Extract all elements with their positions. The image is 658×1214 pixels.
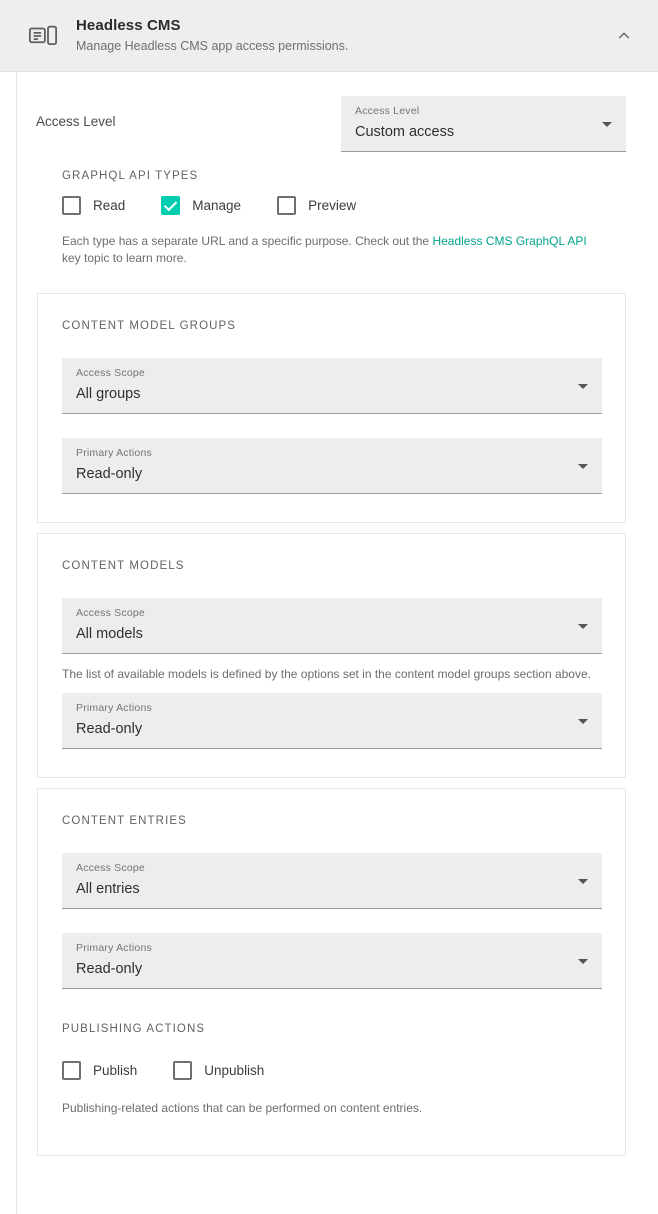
app-header bbox=[0, 0, 658, 72]
content-models-caption: CONTENT MODELS bbox=[62, 560, 185, 572]
headless-cms-icon bbox=[28, 21, 58, 51]
checkbox-publish-label: Publish bbox=[93, 1063, 138, 1078]
graphql-helper-prefix: Each type has a separate URL and a specific purpose. Check out the bbox=[62, 234, 433, 248]
checkbox-read-label: Read bbox=[93, 198, 126, 213]
checkbox-read-box[interactable] bbox=[62, 196, 81, 215]
page-subtitle: Manage Headless CMS app access permissions. bbox=[76, 39, 349, 53]
access-level-select[interactable] bbox=[341, 96, 626, 152]
chevron-down-icon bbox=[578, 879, 588, 884]
content-entries-primary-actions-label: Primary Actions bbox=[76, 942, 152, 954]
content-entries-card bbox=[37, 788, 626, 1156]
checkbox-publish[interactable] bbox=[62, 1061, 137, 1080]
graphql-section-caption: GRAPHQL API TYPES bbox=[62, 170, 199, 182]
checkbox-manage-label: Manage bbox=[192, 198, 242, 213]
content-model-groups-card bbox=[37, 293, 626, 523]
content-models-access-scope-label: Access Scope bbox=[76, 607, 145, 619]
graphql-checkbox-row bbox=[62, 196, 626, 215]
content-model-groups-access-scope-select[interactable] bbox=[62, 358, 602, 414]
access-level-select-label: Access Level bbox=[355, 105, 420, 117]
page-title: Headless CMS bbox=[76, 17, 181, 34]
content-entries-access-scope-value: All entries bbox=[76, 881, 140, 897]
chevron-up-icon[interactable] bbox=[610, 22, 638, 50]
content-entries-access-scope-label: Access Scope bbox=[76, 862, 145, 874]
app-header-titles bbox=[76, 16, 610, 55]
access-level-label: Access Level bbox=[36, 114, 116, 129]
chevron-down-icon bbox=[578, 719, 588, 724]
graphql-helper-suffix: key topic to learn more. bbox=[62, 251, 187, 265]
checkbox-preview-box[interactable] bbox=[277, 196, 296, 215]
chevron-down-icon bbox=[578, 464, 588, 469]
publishing-actions-note: Publishing-related actions that can be performed on content entries. bbox=[62, 1101, 423, 1115]
content-model-groups-primary-actions-label: Primary Actions bbox=[76, 447, 152, 459]
publishing-checkbox-row bbox=[62, 1061, 605, 1080]
graphql-api-link[interactable]: Headless CMS GraphQL API bbox=[432, 234, 587, 248]
content-models-card bbox=[37, 533, 626, 778]
graphql-helper-text bbox=[62, 233, 607, 267]
checkbox-manage[interactable] bbox=[161, 196, 241, 215]
content-model-groups-primary-actions-value: Read-only bbox=[76, 466, 143, 482]
spacer bbox=[62, 414, 605, 438]
checkbox-unpublish[interactable] bbox=[173, 1061, 264, 1080]
chevron-down-icon bbox=[578, 959, 588, 964]
graphql-api-types-section bbox=[16, 164, 642, 281]
checkbox-preview[interactable] bbox=[277, 196, 356, 215]
checkbox-unpublish-box[interactable] bbox=[173, 1061, 192, 1080]
content-entries-caption: CONTENT ENTRIES bbox=[62, 815, 187, 827]
chevron-down-icon bbox=[578, 624, 588, 629]
checkbox-unpublish-label: Unpublish bbox=[204, 1063, 265, 1078]
content-models-primary-actions-select[interactable] bbox=[62, 693, 602, 749]
content-models-access-scope-value: All models bbox=[76, 626, 143, 642]
checkbox-publish-box[interactable] bbox=[62, 1061, 81, 1080]
access-level-select-value: Custom access bbox=[355, 124, 455, 140]
chevron-down-icon bbox=[602, 122, 612, 127]
access-level-row bbox=[16, 72, 642, 164]
content-entries-primary-actions-select[interactable] bbox=[62, 933, 602, 989]
content-model-groups-access-scope-value: All groups bbox=[76, 386, 141, 402]
checkbox-manage-box[interactable] bbox=[161, 196, 180, 215]
content-models-note: The list of available models is defined by the options set in the content model groups section above. bbox=[62, 667, 591, 681]
checkbox-preview-label: Preview bbox=[308, 198, 357, 213]
content-models-access-scope-select[interactable] bbox=[62, 598, 602, 654]
publishing-actions-caption: PUBLISHING ACTIONS bbox=[62, 1023, 206, 1035]
content-entries-primary-actions-value: Read-only bbox=[76, 961, 143, 977]
chevron-down-icon bbox=[578, 384, 588, 389]
content-model-groups-caption: CONTENT MODEL GROUPS bbox=[62, 320, 237, 332]
content-model-groups-primary-actions-select[interactable] bbox=[62, 438, 602, 494]
content-model-groups-access-scope-label: Access Scope bbox=[76, 367, 145, 379]
content-models-primary-actions-label: Primary Actions bbox=[76, 702, 152, 714]
content-models-primary-actions-value: Read-only bbox=[76, 721, 143, 737]
checkbox-read[interactable] bbox=[62, 196, 125, 215]
permissions-content bbox=[0, 72, 658, 1156]
content-entries-access-scope-select[interactable] bbox=[62, 853, 602, 909]
spacer bbox=[62, 909, 605, 933]
